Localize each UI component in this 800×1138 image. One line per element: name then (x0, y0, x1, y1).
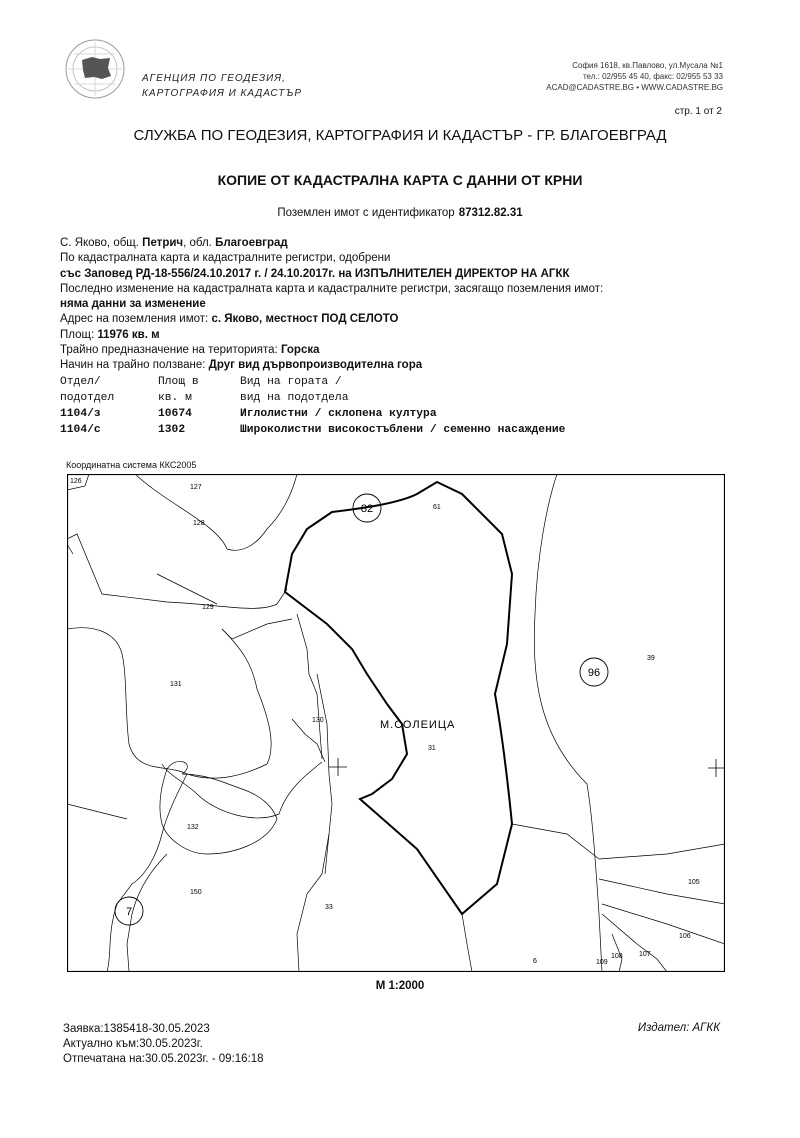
parcel-label: 126 (70, 478, 82, 485)
service-title: СЛУЖБА ПО ГЕОДЕЗИЯ, КАРТОГРАФИЯ И КАДАСТЪР - ГР. БЛАГОЕВГРАД (133, 127, 667, 144)
parcel-label: 61 (433, 504, 441, 511)
printed-date: Отпечатана на:30.05.2023г. - 09:16:18 (63, 1053, 264, 1065)
purpose-line: Трайно предназначение на територията: Горска (60, 344, 320, 357)
document-title: КОПИЕ ОТ КАДАСТРАЛНА КАРТА С ДАННИ ОТ КРНИ (217, 172, 583, 188)
cadastral-map (67, 474, 725, 972)
parcel-label: 127 (190, 484, 202, 491)
area-line: Площ: 11976 кв. м (60, 328, 160, 341)
coordinate-system: Координатна система ККС2005 (66, 460, 197, 470)
publisher: Издател: АГКК (637, 1022, 720, 1034)
parcel-label: 107 (639, 951, 651, 958)
parcel-label: 39 (647, 655, 655, 662)
property-info (60, 236, 780, 374)
usage-line: Начин на трайно ползване: Друг вид дървопроизводителна гора (60, 359, 423, 372)
parcel-label: 130 (312, 717, 324, 724)
parcel-label: 109 (596, 959, 608, 966)
parcel-label: 31 (428, 745, 436, 752)
map-scale: М 1:2000 (375, 980, 425, 992)
parcel-label: 33 (325, 904, 333, 911)
property-identifier: Поземлен имот с идентификатор 87312.82.31 (277, 207, 523, 219)
address-line: Адрес на поземления имот: с. Яково, местност ПОД СЕЛОТО (60, 313, 399, 326)
page-number: стр. 1 от 2 (674, 106, 722, 117)
circle-label-82: 82 (360, 503, 374, 515)
agency-contacts: София 1618, кв.Павлово, ул.Мусала №1 тел.: 02/955 45 40, факс: 02/955 53 33 ACAD@CADASTRE.BG • WWW.CADASTRE.BG (546, 61, 723, 92)
last-change-label: Последно изменение на кадастралната карта и кадастралните регистри, засягащо поземления имот: (60, 282, 604, 295)
document-footer (63, 1022, 264, 1067)
parcel-label: 150 (190, 889, 202, 896)
circle-label-96: 96 (587, 667, 601, 679)
circle-label-7: 7 (125, 906, 133, 918)
forest-table (60, 374, 565, 438)
agency-name: АГЕНЦИЯ ПО ГЕОДЕЗИЯ, КАРТОГРАФИЯ И КАДАСТЪР (142, 73, 303, 99)
locality-label: М.СОЛЕИЦА (380, 719, 456, 731)
approved-line: По кадастралната карта и кадастралните регистри, одобрени (60, 252, 391, 265)
parcel-label: 6 (533, 958, 537, 965)
actual-date: Актуално към:30.05.2023г. (63, 1038, 203, 1050)
order-line: със Заповед РД-18-556/24.10.2017 г. / 24.10.2017г. на ИЗПЪЛНИТЕЛЕН ДИРЕКТОР НА АГКК (60, 267, 570, 280)
table-row: 1104/с 1302 Широколистни високостъблени / семенно насаждение (60, 424, 566, 436)
agency-logo (64, 38, 126, 100)
parcel-label: 106 (679, 933, 691, 940)
parcel-label: 108 (611, 953, 623, 960)
table-header: подотдел кв. м вид на подотдела (60, 392, 349, 404)
parcel-label: 105 (688, 879, 700, 886)
table-header: Отдел/ Площ в Вид на гората / (60, 376, 342, 388)
parcel-label: 129 (202, 604, 214, 611)
table-row: 1104/з 10674 Иглолистни / склопена култура (60, 408, 437, 420)
parcel-label: 132 (187, 824, 199, 831)
request-number: Заявка:1385418-30.05.2023 (63, 1023, 210, 1035)
parcel-label: 128 (193, 520, 205, 527)
parcel-label: 131 (170, 681, 182, 688)
last-change-value: няма данни за изменение (60, 298, 206, 311)
location-line: С. Яково, общ. Петрич, обл. Благоевград (60, 237, 288, 249)
